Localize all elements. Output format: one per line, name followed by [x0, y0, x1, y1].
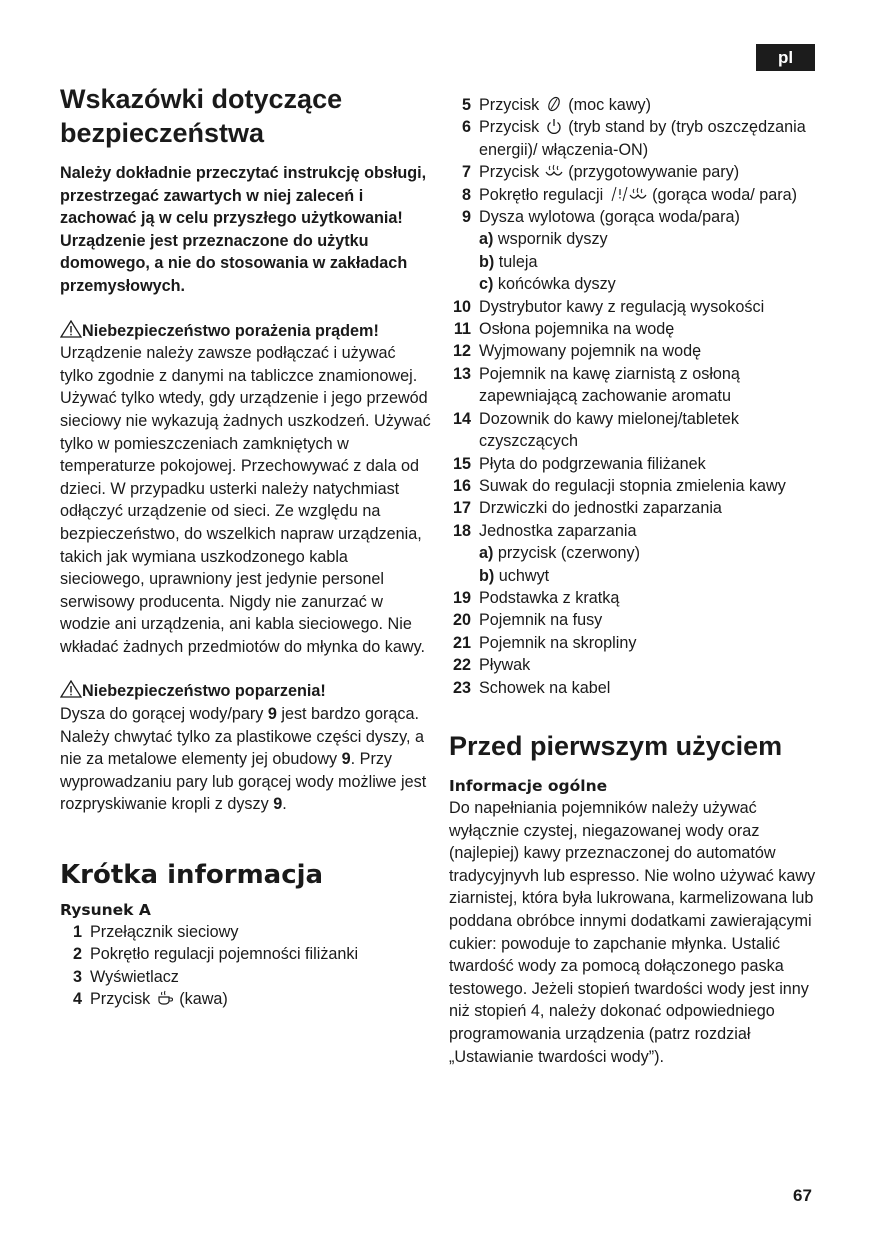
- short-info-title: Krótka informacja: [60, 860, 324, 891]
- list-item: 12 Wyjmowany pojemnik na wodę: [452, 342, 702, 361]
- part-ref: 9: [267, 705, 277, 724]
- list-item: 2 Pokrętło regulacji pojemności filiżanki: [72, 945, 359, 964]
- list-item: 14 Dozownik do kawy mielonej/tabletek czyszczących: [452, 409, 740, 451]
- list-item: 10 Dystrybutor kawy z regulacją wysokości: [452, 297, 765, 316]
- electric-warning-label: Niebezpieczeństwo porażenia prądem!: [82, 321, 379, 340]
- list-item: 15 Płyta do podgrzewania filiżanek: [452, 454, 706, 473]
- burn-warning-title: [60, 680, 432, 703]
- list-item: 13 Pojemnik na kawę ziarnistą z osłoną zapewniającą zachowanie aromatu: [452, 364, 740, 406]
- left-column: [60, 82, 432, 1011]
- first-use-title: Przed pierwszym użyciem: [449, 730, 783, 761]
- list-item: 21 Pojemnik na skropliny: [452, 633, 637, 652]
- list-item: 18 Jednostka zaparzania a) przycisk (czerwony) b) uchwyt: [449, 520, 821, 587]
- sub-item: a) przycisk (czerwony): [479, 544, 641, 563]
- sub-item: b) tuleja: [479, 252, 538, 271]
- list-item: 17 Drzwiczki do jednostki zaparzania: [452, 499, 722, 518]
- right-column: [449, 94, 821, 1068]
- part-ref: 9: [341, 750, 351, 769]
- language-tab: pl: [756, 44, 815, 71]
- short-info-list: [60, 921, 432, 1011]
- list-item: 3 Wyświetlacz: [72, 967, 179, 986]
- list-item: 9 Dysza wylotowa (gorąca woda/para) a) wspornik dyszy b) tuleja c) końcówka dyszy: [449, 206, 821, 296]
- electric-warning-text: Urządzenie należy zawsze podłączać i używać tylko zgodnie z danymi na tabliczce znamionowej. Używać tylko wtedy, gdy urządzenie i jego przewód sieciowy nie wykazują żadnych uszkodzeń. Używać tylko w pomieszczeniach zamkniętych w temperaturze pokojowej. Przechowywać z dala od dzieci. W przypadku usterki należy natychmiast odłączyć urządzenie od sieci. Ze względu na bezpieczeństwo, do wszelkich napraw urządzenia, takich jak wymiana uszkodzonego kabla sieciowego, uprawniony jest jedynie personel serwisowy producenta. Nigdy nie zanurzać w wodzie ani urządzenia, ani kabla sieciowego. Nie wkładać żadnych przedmiotów do młynka do kawy.: [60, 344, 431, 656]
- safety-title-line2: bezpieczeństwa: [60, 118, 265, 148]
- sub-item: c) końcówka dyszy: [479, 275, 616, 294]
- list-item: 1 Przełącznik sieciowy: [72, 923, 239, 942]
- parts-list: [449, 94, 821, 699]
- list-item: 7 Przycisk (przygotowywanie pary): [461, 163, 740, 182]
- water-steam-icon: [608, 186, 648, 202]
- list-item: 16 Suwak do regulacji stopnia zmielenia kawy: [452, 476, 786, 495]
- bean-icon: [544, 96, 564, 112]
- warning-triangle-icon: [60, 320, 82, 338]
- sub-item: b) uchwyt: [479, 566, 550, 585]
- safety-title: [60, 82, 432, 150]
- safety-intro: Należy dokładnie przeczytać instrukcję obsługi, przestrzegać zawartych w niej zaleceń i zachować ją w celu przyszłego użytkowania! Urządzenie jest przeznaczone do użytku domowego, a nie do stosowania w zakładach przemysłowych.: [60, 164, 427, 295]
- list-item: 6 Przycisk (tryb stand by (tryb oszczędzania energii)/ włączenia-ON): [461, 118, 806, 159]
- steam-icon: [544, 163, 564, 179]
- coffee-cup-icon: [155, 990, 175, 1006]
- page-number: 67: [793, 1186, 812, 1205]
- part-ref: 9: [273, 795, 283, 814]
- warning-triangle-icon: [60, 680, 82, 698]
- list-item: 22 Pływak: [452, 656, 531, 675]
- first-use-subtitle: Informacje ogólne: [449, 776, 608, 795]
- figure-label: Rysunek A: [60, 901, 151, 920]
- list-item: 8 Pokrętło regulacji (gorąca woda/ para): [461, 185, 798, 204]
- list-item: 23 Schowek na kabel: [452, 678, 611, 697]
- first-use-text: Do napełniania pojemników należy używać wyłącznie czystej, niegazowanej wody oraz (najlepiej) kawy przeznaczonej do automatów tradycyjnyvh lub espresso. Nie wolno używać kawy ziarnistej, która była lukrowana, karmelizowana lub poddana obróbce innymi dodatkami zawierającymi cukier: powoduje to zapchanie młynka. Ustalić twardość wody za pomocą dołączonego paska testowego. Jeżeli stopień twardości wody jest inny niż stopień 4, należy dokonać odpowiedniego programowania urządzenia (patrz rozdział „Ustawianie twardości wody”).: [449, 798, 816, 1066]
- safety-title-line1: Wskazówki dotyczące: [60, 84, 343, 114]
- list-item: 19 Podstawka z kratką: [452, 588, 620, 607]
- list-item: 20 Pojemnik na fusy: [452, 611, 603, 630]
- list-item: 4 Przycisk (kawa): [72, 990, 228, 1009]
- burn-warning-text: Dysza do gorącej wody/pary 9 jest bardzo gorąca. Należy chwytać tylko za plastikowe części dyszy, a nie za metalowe elementy jej obudowy 9. Przy wyprowadzaniu pary lub gorącej wody możliwe jest rozpryskiwanie kropli z dyszy 9.: [60, 705, 427, 814]
- list-item: 5 Przycisk (moc kawy): [461, 96, 651, 114]
- electric-warning-title: [60, 320, 432, 343]
- sub-item: a) wspornik dyszy: [479, 230, 608, 249]
- burn-warning-label: Niebezpieczeństwo poparzenia!: [82, 682, 326, 701]
- power-icon: [544, 118, 564, 134]
- list-item: 11 Osłona pojemnika na wodę: [453, 320, 675, 339]
